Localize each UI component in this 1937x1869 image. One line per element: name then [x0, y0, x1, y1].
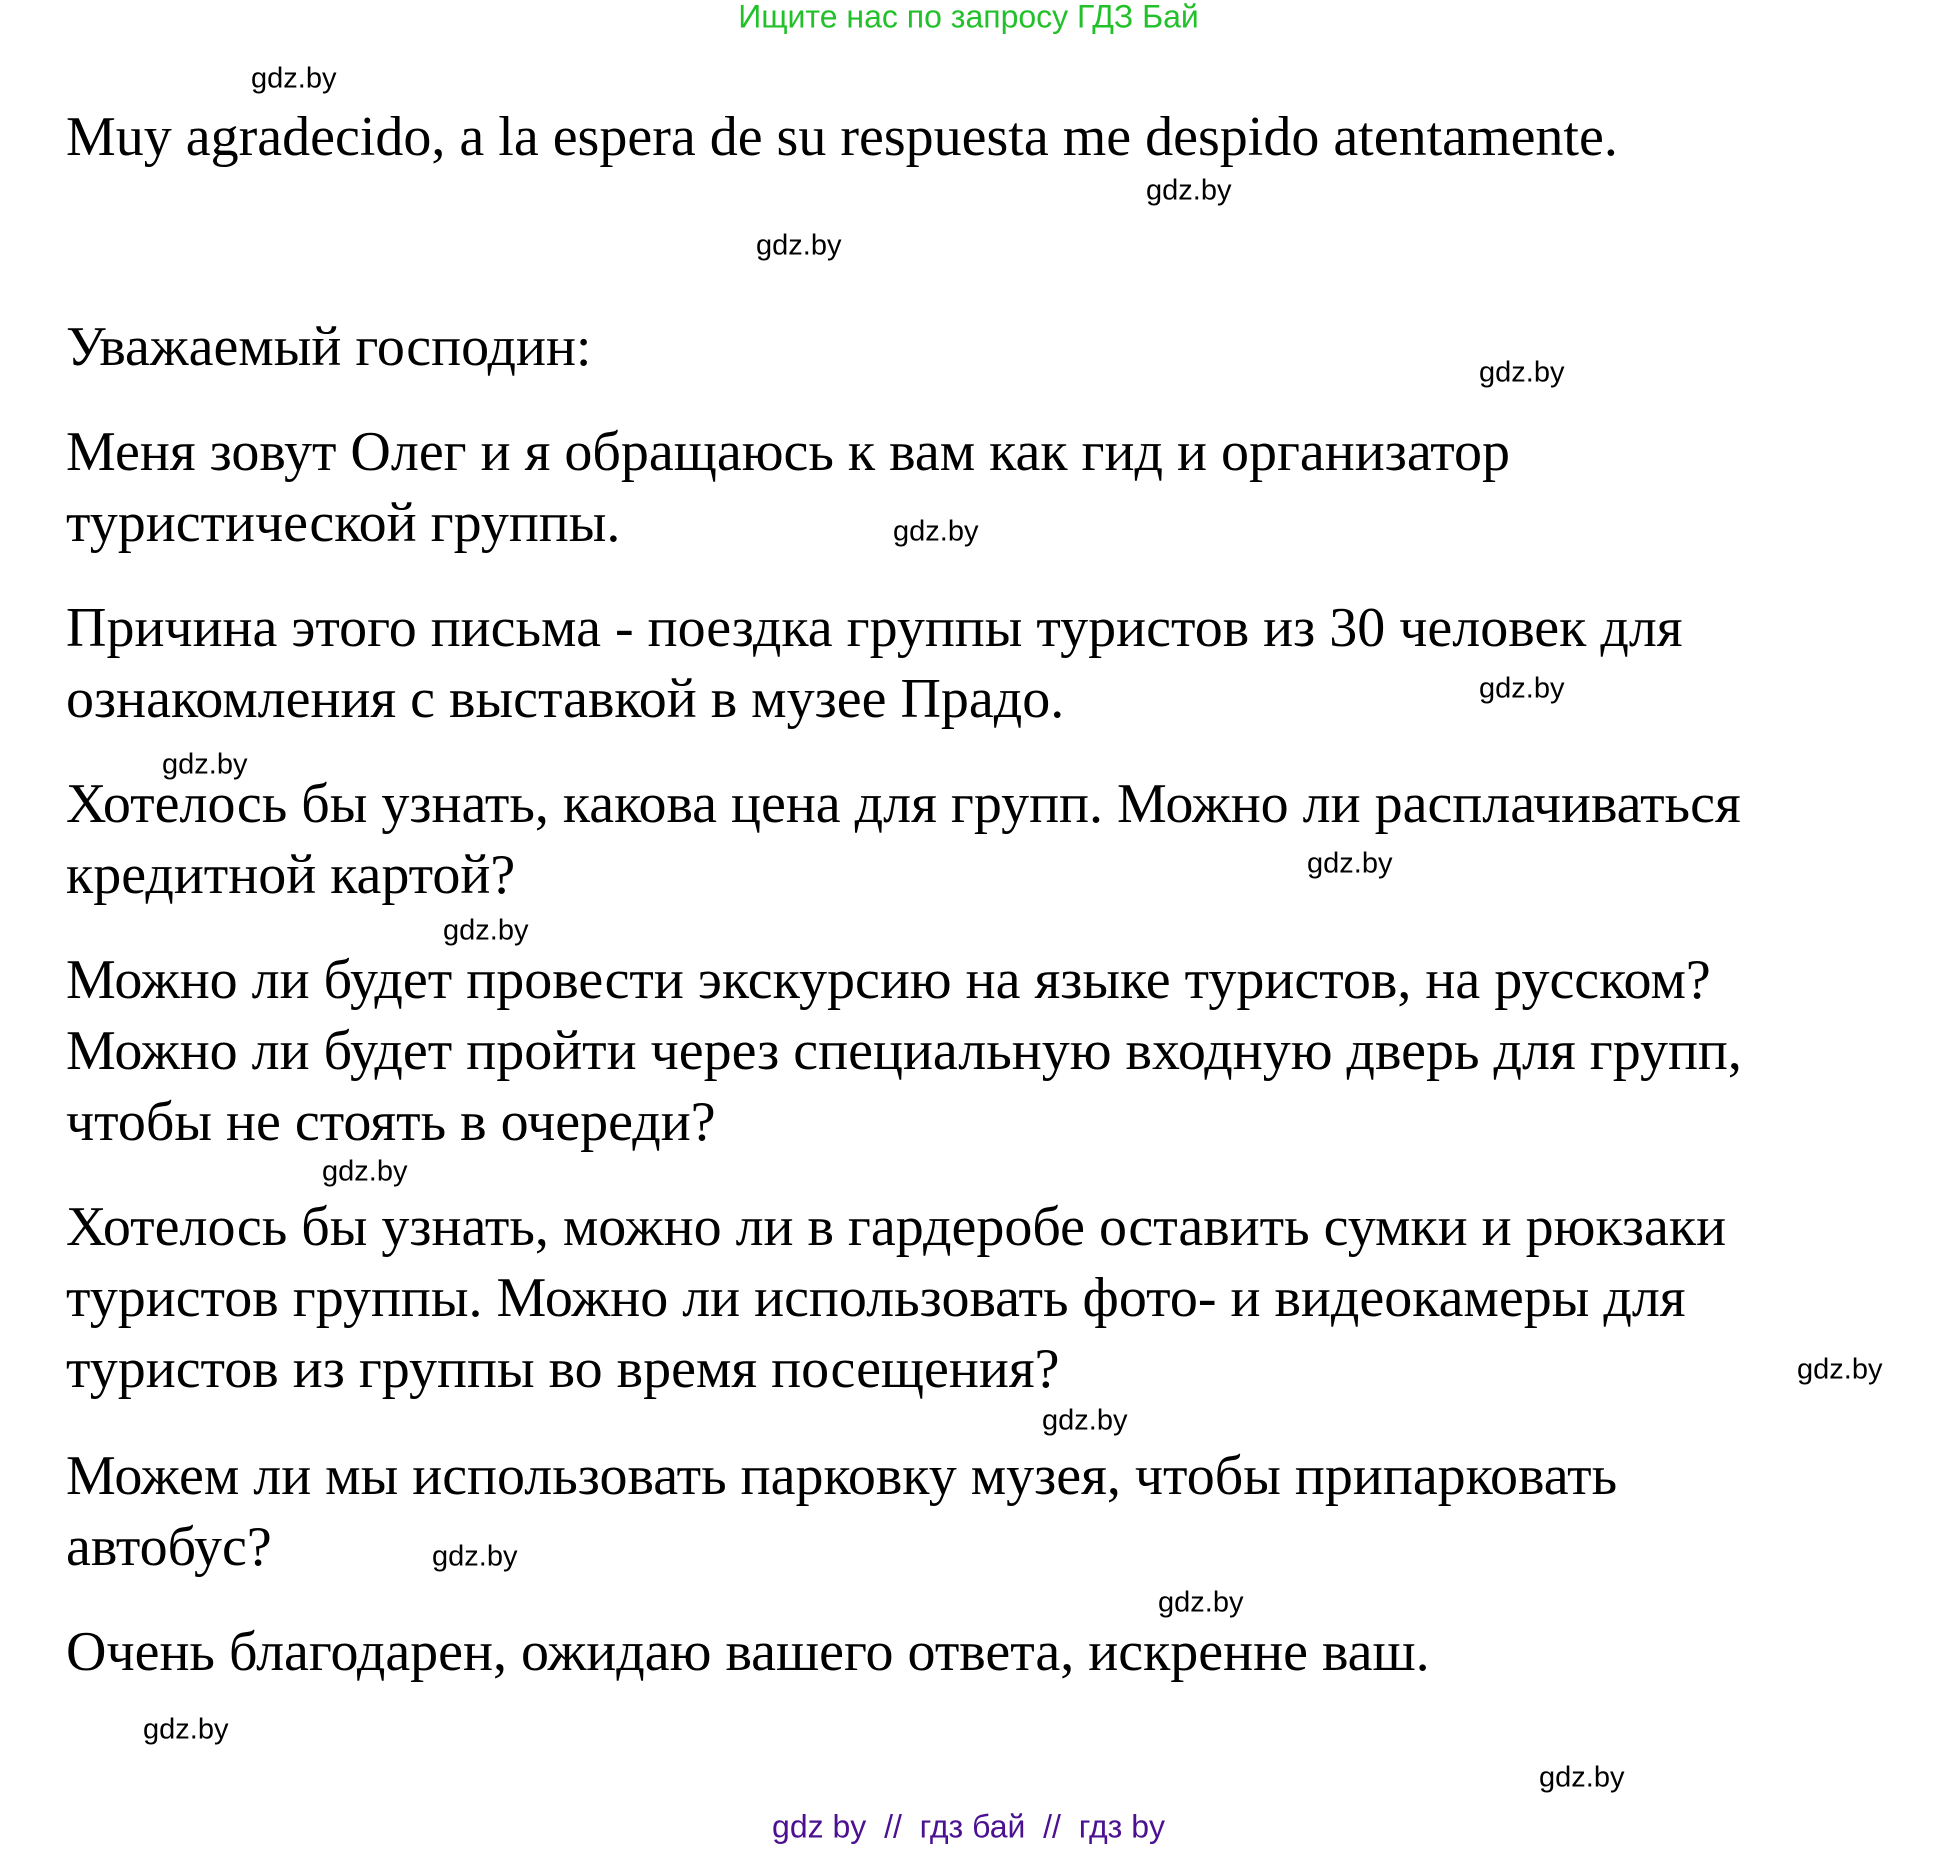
text-line: ознакомления с выставкой в музее Прадо.	[66, 668, 1065, 730]
text-line: туристов из группы во время посещения?	[66, 1338, 1060, 1400]
watermark: gdz.by	[143, 1713, 229, 1746]
watermark: gdz.by	[893, 515, 979, 548]
site-footer: gdz by // гдз бай // гдз by	[772, 1808, 1165, 1845]
text-line: туристов группы. Можно ли использовать фото- и видеокамеры для	[66, 1267, 1686, 1329]
watermark: gdz.by	[1146, 174, 1232, 207]
watermark: gdz.by	[756, 229, 842, 262]
text-line: Уважаемый господин:	[66, 316, 592, 378]
watermark: gdz.by	[1479, 672, 1565, 705]
search-hint-header: Ищите нас по запросу ГДЗ Бай	[738, 0, 1199, 35]
watermark: gdz.by	[162, 748, 248, 781]
text-line: Очень благодарен, ожидаю вашего ответа, искренне ваш.	[66, 1621, 1430, 1683]
watermark: gdz.by	[1797, 1353, 1883, 1386]
watermark: gdz.by	[1158, 1586, 1244, 1619]
watermark: gdz.by	[322, 1155, 408, 1188]
text-line: автобус?	[66, 1516, 272, 1578]
watermark: gdz.by	[1307, 847, 1393, 880]
text-line: Muy agradecido, a la espera de su respuesta me despido atentamente.	[66, 106, 1618, 168]
watermark: gdz.by	[443, 914, 529, 947]
text-line: Можно ли будет провести экскурсию на языке туристов, на русском?	[66, 949, 1711, 1011]
text-line: чтобы не стоять в очереди?	[66, 1091, 716, 1153]
text-line: Причина этого письма - поездка группы туристов из 30 человек для	[66, 597, 1683, 659]
text-line: Меня зовут Олег и я обращаюсь к вам как гид и организатор	[66, 421, 1510, 483]
watermark: gdz.by	[1479, 356, 1565, 389]
text-line: Хотелось бы узнать, можно ли в гардеробе оставить сумки и рюкзаки	[66, 1196, 1727, 1258]
text-line: Можем ли мы использовать парковку музея, чтобы припарковать	[66, 1445, 1618, 1507]
text-line: Хотелось бы узнать, какова цена для групп. Можно ли расплачиваться	[66, 773, 1741, 835]
watermark: gdz.by	[432, 1540, 518, 1573]
text-line: кредитной картой?	[66, 844, 516, 906]
text-line: Можно ли будет пройти через специальную входную дверь для групп,	[66, 1020, 1742, 1082]
watermark: gdz.by	[1539, 1761, 1625, 1794]
watermark: gdz.by	[251, 62, 337, 95]
text-line: туристической группы.	[66, 492, 621, 554]
watermark: gdz.by	[1042, 1404, 1128, 1437]
